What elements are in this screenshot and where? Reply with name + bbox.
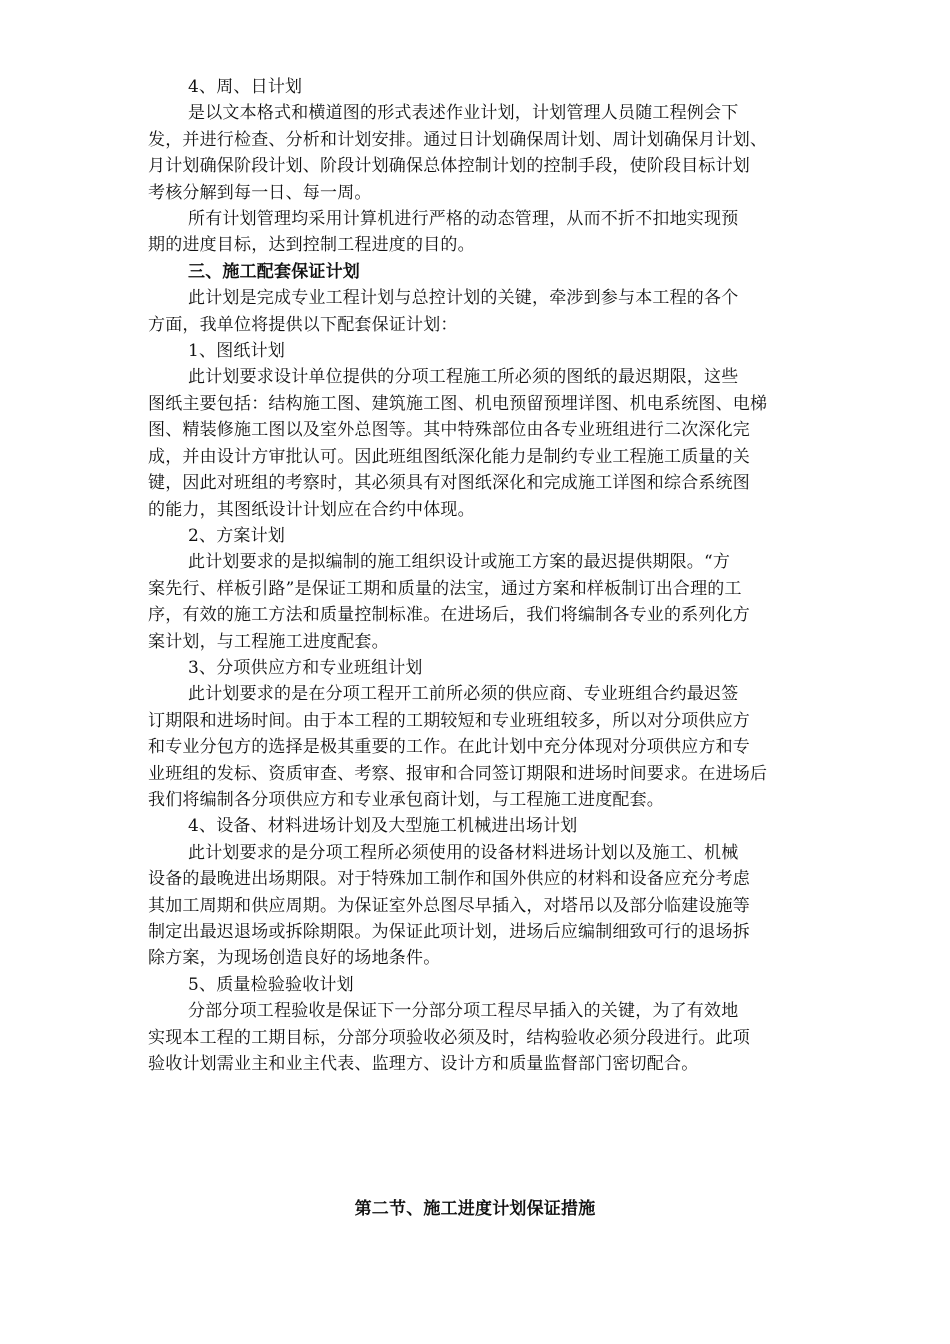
paragraph-line: 方面，我单位将提供以下配套保证计划： (148, 314, 458, 335)
paragraph-line: 月计划确保阶段计划、阶段计划确保总体控制计划的控制手段，使阶段目标计划 (148, 156, 750, 177)
paragraph-line: 设备的最晚进出场期限。对于特殊加工制作和国外供应的材料和设备应充分考虑 (148, 869, 750, 890)
paragraph-line: 的能力，其图纸设计计划应在合约中体现。 (148, 499, 475, 520)
paragraph-line: 此计划要求的是拟编制的施工组织设计或施工方案的最迟提供期限。“方 (188, 552, 731, 573)
section-heading-supporting-plans: 三、施工配套保证计划 (188, 261, 360, 282)
paragraph-line: 案先行、样板引路”是保证工期和质量的法宝，通过方案和样板制订出合理的工 (148, 578, 742, 599)
paragraph-line: 分部分项工程验收是保证下一分部分项工程尽早插入的关键，为了有效地 (188, 1001, 739, 1022)
paragraph-line: 图纸主要包括：结构施工图、建筑施工图、机电预留预埋详图、机电系统图、电梯 (148, 393, 768, 414)
paragraph-line: 制定出最迟退场或拆除期限。为保证此项计划，进场后应编制细致可行的退场拆 (148, 922, 750, 942)
paragraph-line: 业班组的发标、资质审查、考察、报审和合同签订期限和进场时间要求。在进场后 (148, 763, 768, 784)
paragraph-line: 此计划要求的是在分项工程开工前所必须的供应商、专业班组合约最迟签 (188, 684, 739, 705)
section-title: 第二节、施工进度计划保证措施 (354, 1199, 596, 1219)
paragraph-line: 和专业分包方的选择是极其重要的工作。在此计划中充分体现对分项供应方和专 (148, 737, 750, 758)
paragraph-line: 其加工周期和供应周期。为保证室外总图尽早插入，对塔吊以及部分临建设施等 (148, 895, 750, 916)
document-body (148, 74, 808, 1077)
paragraph-line: 发，并进行检查、分析和计划安排。通过日计划确保周计划、周计划确保月计划、 (148, 129, 768, 150)
paragraph-line: 除方案，为现场创造良好的场地条件。 (148, 948, 441, 969)
paragraph-line: 序，有效的施工方法和质量控制标准。在进场后，我们将编制各专业的系列化方 (148, 605, 750, 626)
paragraph-line: 此计划要求设计单位提供的分项工程施工所必须的图纸的最迟期限，这些 (188, 367, 739, 388)
paragraph-line: 所有计划管理均采用计算机进行严格的动态管理，从而不折不扣地实现预 (188, 209, 739, 230)
paragraph-line: 案计划，与工程施工进度配套。 (148, 631, 389, 652)
subheading-equipment-material-plan: 4、设备、材料进场计划及大型施工机械进出场计划 (188, 816, 578, 837)
subheading-supplier-team-plan: 3、分项供应方和专业班组计划 (188, 657, 423, 678)
paragraph-line: 订期限和进场时间。由于本工程的工期较短和专业班组较多，所以对分项供应方 (148, 710, 750, 731)
paragraph-line: 图、精装修施工图以及室外总图等。其中特殊部位由各专业班组进行二次深化完 (148, 420, 750, 441)
subheading-weekly-daily-plan: 4、周、日计划 (188, 77, 303, 97)
paragraph-line: 考核分解到每一日、每一周。 (148, 182, 372, 203)
paragraph-line: 实现本工程的工期目标，分部分项验收必须及时，结构验收必须分段进行。此项 (148, 1027, 750, 1048)
paragraph-line: 验收计划需业主和业主代表、监理方、设计方和质量监督部门密切配合。 (148, 1054, 699, 1075)
paragraph-line: 期的进度目标，达到控制工程进度的目的。 (148, 235, 475, 256)
subheading-scheme-plan: 2、方案计划 (188, 525, 286, 546)
subheading-drawing-plan: 1、图纸计划 (188, 341, 286, 362)
paragraph-line: 此计划要求的是分项工程所必须使用的设备材料进场计划以及施工、机械 (188, 842, 739, 863)
paragraph-line: 我们将编制各分项供应方和专业承包商计划，与工程施工进度配套。 (148, 789, 664, 810)
paragraph-line: 此计划是完成专业工程计划与总控计划的关键，牵涉到参与本工程的各个 (188, 288, 739, 309)
paragraph-line: 成，并由设计方审批认可。因此班组图纸深化能力是制约专业工程施工质量的关 (148, 446, 750, 467)
paragraph-line: 键，因此对班组的考察时，其必须具有对图纸深化和完成施工详图和综合系统图 (148, 473, 750, 494)
subheading-quality-inspection-plan: 5、质量检验验收计划 (188, 974, 354, 995)
paragraph-line: 是以文本格式和横道图的形式表述作业计划，计划管理人员随工程例会下 (188, 103, 739, 124)
